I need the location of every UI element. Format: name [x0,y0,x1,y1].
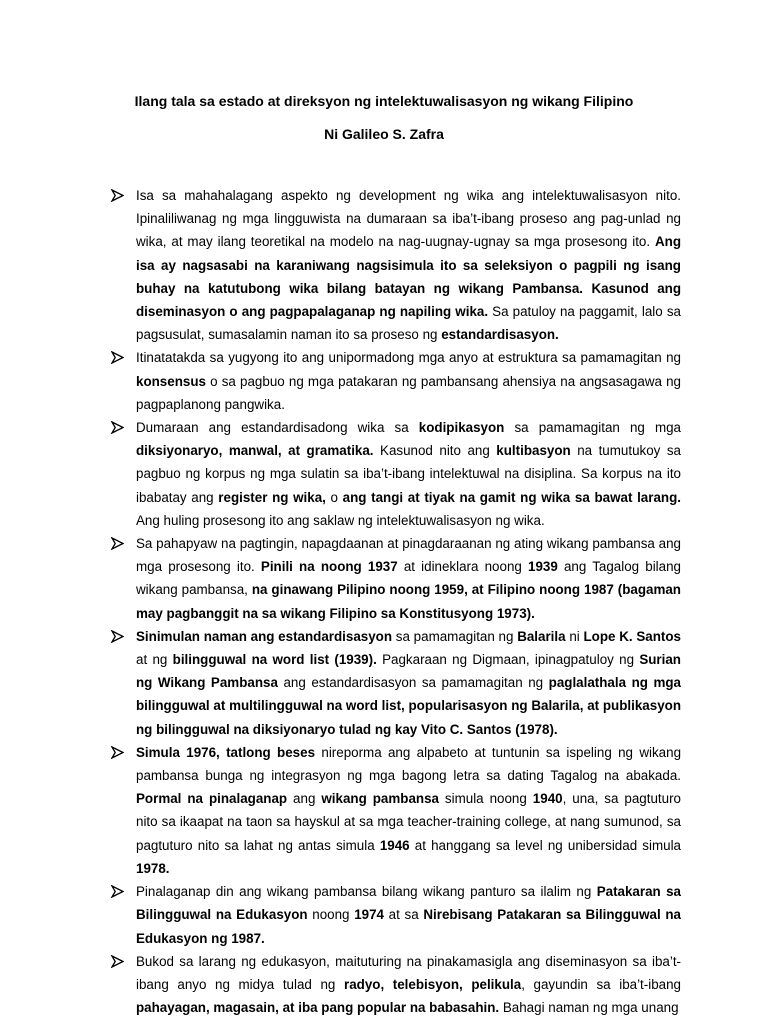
bullet-list [111,184,681,1019]
bullet-item [111,880,681,950]
text-run: , una, sa pagtuturo nito sa ikaapat na taon sa hayskul at sa mga teacher-training college, at nang sumunod, sa pagtuturo nito sa lahat ng antas simula [136,791,681,853]
bold-text-run: paglalathala ng mga bilingguwal at multilingguwal na word list, popularisasyon ng Balarila, at publikasyon ng bilingguwal na diksiyonaryo tulad ng kay Vito C. Santos (1978). [136,675,682,737]
bold-text-run: kultibasyon [496,443,571,459]
text-run: Itinatatakda sa yugyong ito ang unipormadong mga anyo at estruktura sa pamamagitan ng [136,350,681,366]
bold-text-run: Balarila [517,628,566,644]
bullet-item [111,416,681,532]
bold-text-run: pahayagan, magasain, at iba pang popular na babasahin. [136,1000,500,1016]
bold-text-run: Sinimulan naman ang estandardisasyon [136,628,393,644]
bullet-item [111,625,681,741]
bullet-item [111,346,681,416]
text-run: ni [565,628,584,644]
bold-text-run: Patakaran sa Bilingguwal na Edukasyon [136,884,682,923]
bullet-item [111,741,681,880]
text-run: Kasunod nito ang [373,443,497,459]
bullet-item [111,532,681,625]
bold-text-run: Pinili na noong 1937 [260,559,398,575]
bold-text-run: ang tangi at tiyak na gamit ng wika sa bawat larang. [342,489,681,505]
bold-text-run: bilingguwal na word list (1939). [172,652,377,668]
text-run: Pinalaganap din ang wikang pambansa bilang wikang panturo sa ilalim ng [136,884,597,900]
text-run: Isa sa mahahalagang aspekto ng development ng wika ang intelektuwalisasyon nito. Ipinaliliwanag ng mga lingguwista na dumaraan sa iba’t-ibang proseso ang pag-unlad ng wika, at may ilang teoretikal na modelo na nag-uugnay-ugnay sa mga prosesong ito. [136,188,681,250]
text-run: Sa pahapyaw na pagtingin, napagdaanan at pinagdaraanan ng ating wikang pambansa ang mga prosesong ito. [136,536,681,575]
document-title: Ilang tala sa estado at direksyon ng intelektuwalisasyon ng wikang Filipino [134,93,634,109]
bold-text-run: 1978. [136,860,170,876]
bold-text-run: Nirebisang Patakaran sa Bilingguwal na Edukasyon ng 1987. [136,907,681,946]
bold-text-run: 1940 [532,791,563,807]
bold-text-run: estandardisasyon. [441,327,559,343]
text-run: Sa patuloy na paggamit, lalo sa pagsusulat, sumasalamin naman ito sa proseso ng [136,304,681,343]
text-run: o sa pagbuo ng mga patakaran ng pambansang ahensiya na angsasagawa ng pagpaplanong pangwika. [136,373,681,412]
bold-text-run: kodipikasyon [418,420,505,436]
bold-text-run: 1939 [528,559,558,575]
bold-text-run: 1974 [354,907,384,923]
bold-text-run: 1946 [379,837,410,853]
text-run: Dumaraan ang estandardisadong wika sa [136,420,419,436]
bold-text-run: diksiyonaryo, manwal, at gramatika. [136,443,374,459]
arrow-bullet-icon [111,630,124,643]
bold-text-run: Ang isa ay nagsasabi na karaniwang nagsisimula ito sa seleksiyon o pagpili ng isang buhay na katutubong wika bilang batayan ng wikang Pambansa. Kasunod ang diseminasyon o ang pagpapalaganap ng napiling wika. [136,234,681,320]
bold-text-run: Pormal na pinalaganap [136,791,288,807]
arrow-bullet-icon [111,885,124,898]
text-run: ang [287,791,322,807]
bold-text-run: Surian ng Wikang Pambansa [136,652,681,691]
bold-text-run: na ginawang Pilipino noong 1959, at Filipino noong 1987 (bagaman may pagbanggit na sa wikang Filipino sa Konstitusyong 1973). [136,582,681,621]
bullet-item [111,950,681,1020]
text-run: Bukod sa larang ng edukasyon, maituturing na pinakamasigla ang diseminasyon sa iba’t-ibang anyo ng midya tulad ng [136,953,681,992]
text-run: noong [307,907,355,923]
text-run: sa pamamagitan ng mga [504,420,681,436]
text-run: na tumutukoy sa pagbuo ng korpus ng mga sulatin sa iba’t-ibang intelektuwal na disiplina. Sa korpus na ito ibabatay ang [136,443,681,505]
bold-text-run: radyo, telebisyon, pelikula [343,976,522,992]
bold-text-run: konsensus [136,373,206,389]
bold-text-run: wikang pambansa [321,791,439,807]
bullet-item [111,184,681,346]
text-run: sa pamamagitan ng [392,628,518,644]
text-run: nireporma ang alpabeto at tuntunin sa ispeling ng wikang pambansa bunga ng integrasyon ng mga bagong letra sa dating Tagalog na abakada. [136,744,682,784]
arrow-bullet-icon [111,746,124,759]
text-run: Pagkaraan ng Digmaan, ipinagpatuloy ng [376,652,640,668]
arrow-bullet-icon [111,189,124,202]
text-run: , gayundin sa iba’t-ibang [521,976,682,992]
bold-text-run: Lope K. Santos [583,628,681,644]
text-run: ang Tagalog bilang wikang pambansa, [136,559,681,598]
text-run: at idineklara noong [397,559,528,575]
text-run: at ng [136,652,173,668]
text-run: simula noong [438,791,533,807]
text-run: Bahagi naman ng mga unang [499,1000,679,1016]
text-run: o [325,489,343,505]
arrow-bullet-icon [111,351,124,364]
text-run: Ang huling prosesong ito ang saklaw ng intelektuwalisasyon ng wika. [136,512,545,528]
arrow-bullet-icon [111,955,124,968]
bold-text-run: register ng wika, [218,489,326,505]
arrow-bullet-icon [111,421,124,434]
document-author: Ni Galileo S. Zafra [324,126,444,142]
text-run: at sa [383,907,424,923]
text-run: ang estandardisasyon sa pamamagitan ng [277,675,549,691]
arrow-bullet-icon [111,537,124,550]
bold-text-run: Simula 1976, tatlong beses [136,744,316,760]
text-run: at hanggang sa level ng unibersidad simula [409,837,681,853]
